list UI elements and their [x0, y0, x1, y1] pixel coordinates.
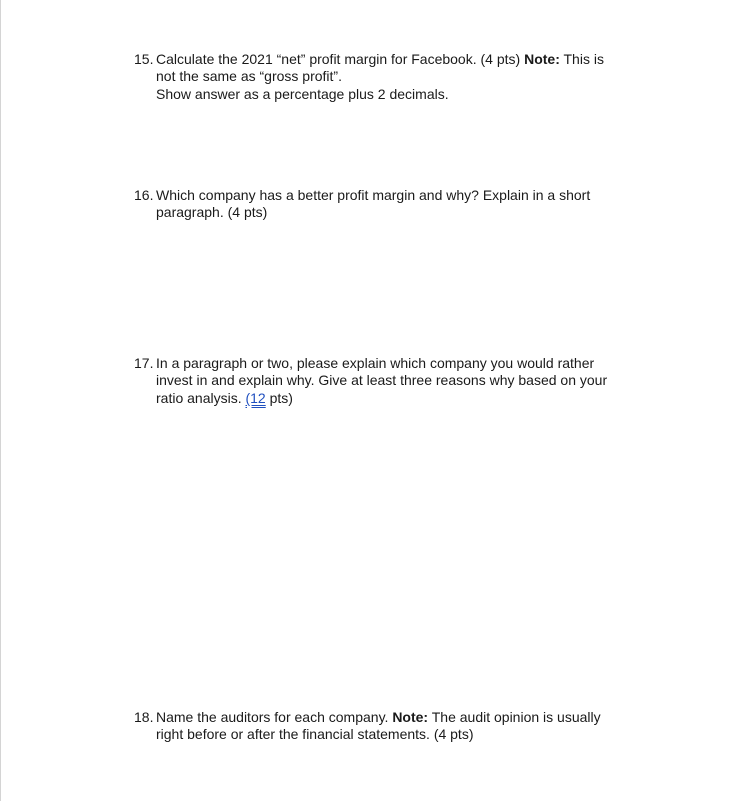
- question-18-line-2: right before or after the financial statements. (4 pts): [156, 726, 474, 742]
- note-label: Note:: [524, 51, 560, 67]
- question-text: Name the auditors for each company.: [156, 709, 393, 725]
- question-16: [134, 187, 644, 221]
- question-17-line-1: [134, 355, 644, 372]
- question-17-line-3: [134, 390, 644, 407]
- question-number: 16.: [134, 187, 154, 203]
- question-15: [134, 51, 644, 103]
- question-text: In a paragraph or two, please explain which company you would rather: [156, 355, 595, 371]
- question-15-line-3: Show answer as a percentage plus 2 decimals.: [156, 86, 449, 102]
- question-number: 17.: [134, 355, 154, 371]
- question-text: Which company has a better profit margin and why? Explain in a short: [156, 187, 591, 203]
- question-17: [134, 355, 644, 407]
- question-18: [134, 709, 644, 743]
- question-15-line-1: [134, 51, 644, 68]
- note-label: Note:: [392, 709, 429, 725]
- question-text: This is: [559, 51, 604, 67]
- question-text: The audit opinion is usually: [428, 709, 601, 725]
- question-number: 18.: [134, 709, 154, 725]
- question-text: ratio analysis.: [156, 390, 246, 406]
- tracked-change-marker[interactable]: (12: [245, 390, 266, 406]
- question-text: pts): [265, 390, 293, 406]
- question-number: 15.: [134, 51, 154, 67]
- question-18-line-1: [134, 709, 644, 726]
- question-text: Calculate the 2021 “net” profit margin for Facebook. (4 pts): [156, 51, 525, 67]
- question-16-line-1: [134, 187, 644, 204]
- question-17-line-2: invest in and explain why. Give at least three reasons why based on your: [156, 372, 608, 388]
- question-15-line-2: not the same as “gross profit”.: [156, 68, 342, 84]
- question-16-line-2: paragraph. (4 pts): [156, 204, 268, 220]
